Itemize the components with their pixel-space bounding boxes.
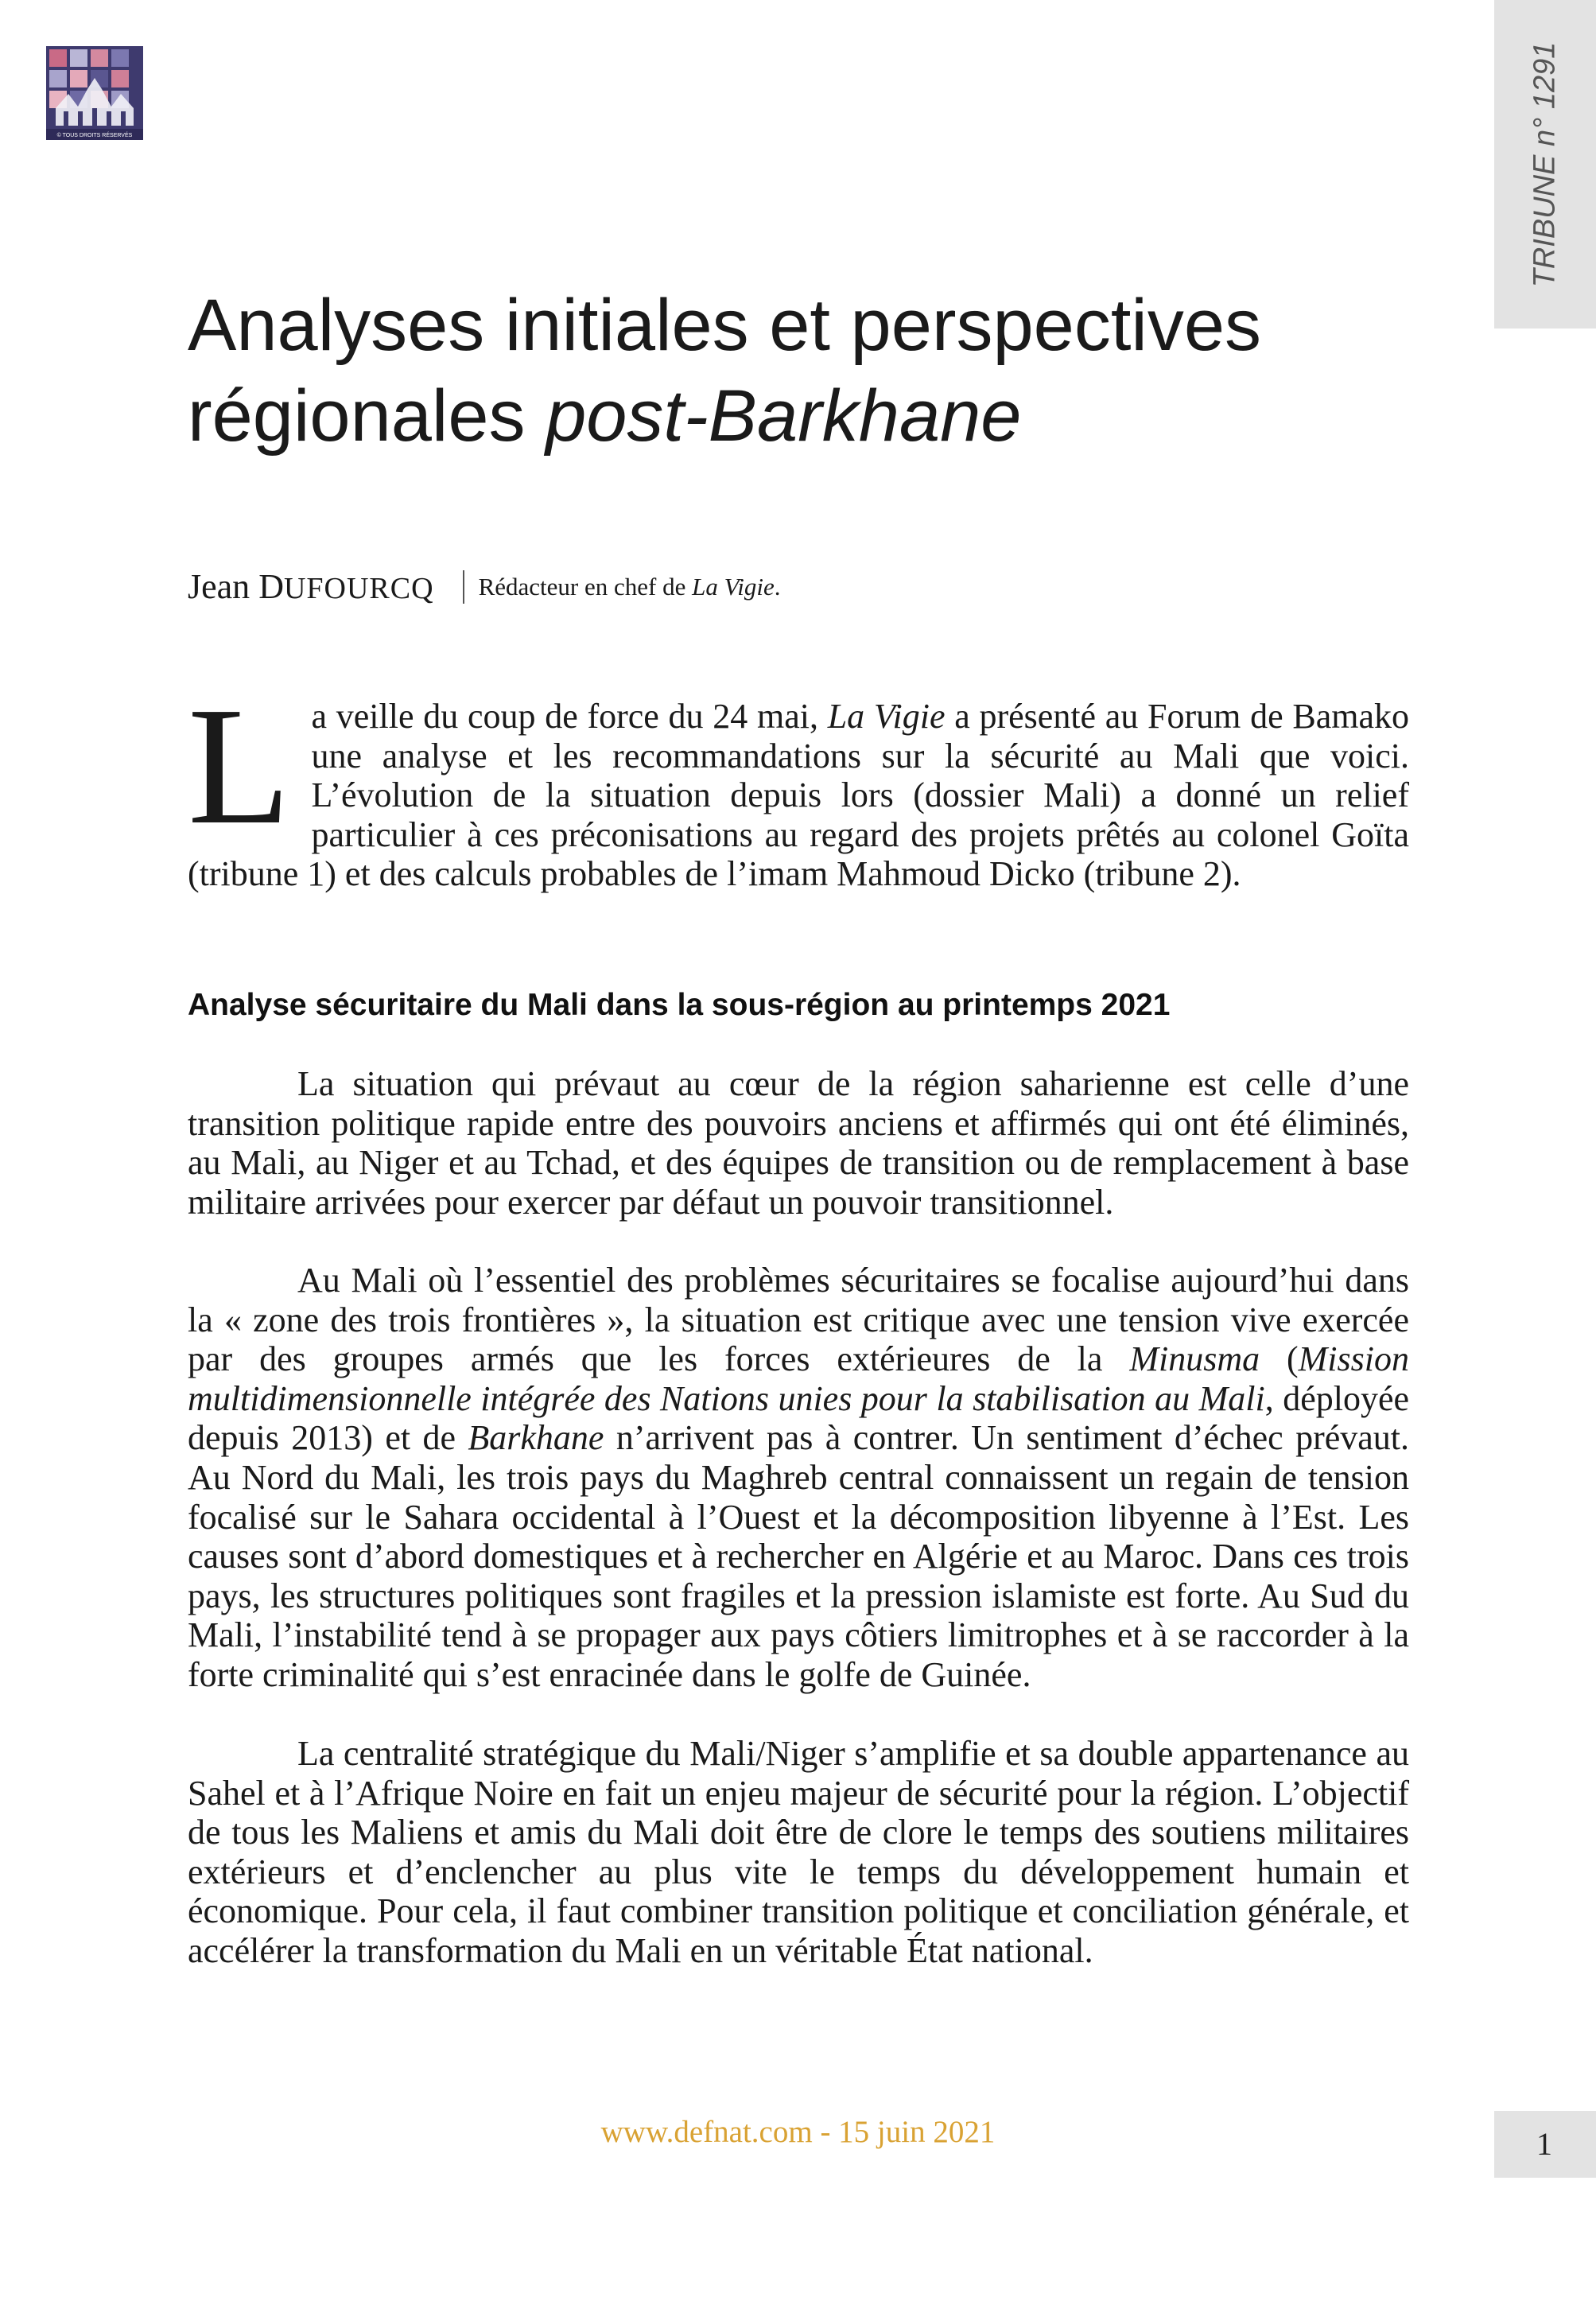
- logo-icon: [46, 46, 143, 140]
- svg-text:© TOUS DROITS RÉSERVÉS: © TOUS DROITS RÉSERVÉS: [56, 133, 133, 138]
- byline-divider: [463, 570, 464, 604]
- footer-url-date[interactable]: www.defnat.com - 15 juin 2021: [600, 2115, 996, 2149]
- side-tab: [1494, 0, 1596, 328]
- p2-italic-3: Barkhane: [468, 1418, 604, 1458]
- drop-cap: L: [188, 672, 291, 859]
- p2-italic-1: Minusma: [1129, 1339, 1260, 1379]
- page-number: 1: [1536, 2126, 1552, 2162]
- author-role: [479, 573, 781, 601]
- author-last-initial: D: [258, 567, 284, 606]
- tribune-number: TRIBUNE n° 1291: [1528, 41, 1562, 287]
- author-name: [188, 566, 434, 607]
- paragraph-1: La situation qui prévaut au cœur de la région saharienne est celle d’une transition politique rapide entre des pouvoirs anciens et affirmés qui ont été éliminés, au Mali, au Niger et au Tchad, et des équipes de transition ou de remplacement à base militaire arrivées pour exercer par défaut un pouvoir transitionnel.: [188, 1064, 1409, 1222]
- byline: [188, 566, 780, 607]
- intro-text-2: a présenté au Forum de Bamako une analyse et les recommandations sur la sécurité au Mali que voici. L’évolution de la situation depuis lors (dossier Mali) a donné un relief particulier à ces préconisations au regard des projets prêtés au colonel Goïta (tribune 1) et des calculs probables de l’imam Mahmoud Dicko (tribune 2).: [188, 697, 1410, 894]
- intro-italic-1: La Vigie: [827, 697, 946, 736]
- title-line-2: régionales: [188, 375, 546, 457]
- section-heading: Analyse sécuritaire du Mali dans la sous-région au printemps 2021: [188, 988, 1171, 1022]
- author-last-rest: UFOURCQ: [283, 572, 434, 605]
- paragraph-3: La centralité stratégique du Mali/Niger s’amplifie et sa double appartenance au Sahel et à l’Afrique Noire en fait un enjeu majeur de sécurité pour la région. L’objectif de tous les Maliens et amis du Mali doit être de clore le temps des soutiens militaires extérieurs et d’enclencher au plus vite le temps du développement humain et économique. Pour cela, il faut combiner transition politique et conciliation générale, et accélérer la transformation du Mali en un véritable État national.: [188, 1734, 1409, 1970]
- p2-text-3: , déployée depuis 2013) et de: [188, 1378, 1409, 1458]
- intro-paragraph: [188, 672, 1410, 894]
- author-first-name: Jean: [188, 567, 259, 606]
- p2-text-1: Au Mali où l’essentiel des problèmes sécuritaires se focalise aujourd’hui dans la « zone des trois frontières », la situation est critique avec une tension vive exercée par des groupes armés que les forces extérieures de la: [188, 1261, 1409, 1379]
- author-role-suffix: .: [774, 572, 781, 601]
- article-title: [188, 280, 1460, 461]
- paragraph-2: [188, 1261, 1409, 1695]
- p2-text-4: n’arrivent pas à contrer. Un sentiment d’échec prévaut. Au Nord du Mali, les trois pays du Maghreb central connaissent un regain de tension focalisé sur le Sahara occidental à l’Ouest et la décomposition libyenne à l’Est. Les causes sont d’abord domestiques et à rechercher en Algérie et au Maroc. Dans ces trois pays, les structures politiques sont fragiles et la pression islamiste est forte. Au Sud du Mali, l’instabilité tend à se propager aux pays côtiers limitrophes et à se raccorder à la forte criminalité qui s’est enracinée dans le golfe de Guinée.: [188, 1418, 1410, 1694]
- author-role-prefix: Rédacteur en chef de: [478, 572, 693, 601]
- title-italic: post-Barkhane: [546, 375, 1022, 457]
- intro-text-1: a veille du coup de force du 24 mai,: [311, 697, 828, 736]
- title-line-1: Analyses initiales et perspectives: [188, 285, 1261, 366]
- p2-text-2: (: [1260, 1339, 1299, 1379]
- page-number-box: [1494, 2111, 1596, 2178]
- p2-italic-2: Mission multidimensionnelle intégrée des Nations unies pour la stabilisation au Mali: [188, 1339, 1409, 1418]
- author-role-italic: La Vigie: [692, 572, 775, 601]
